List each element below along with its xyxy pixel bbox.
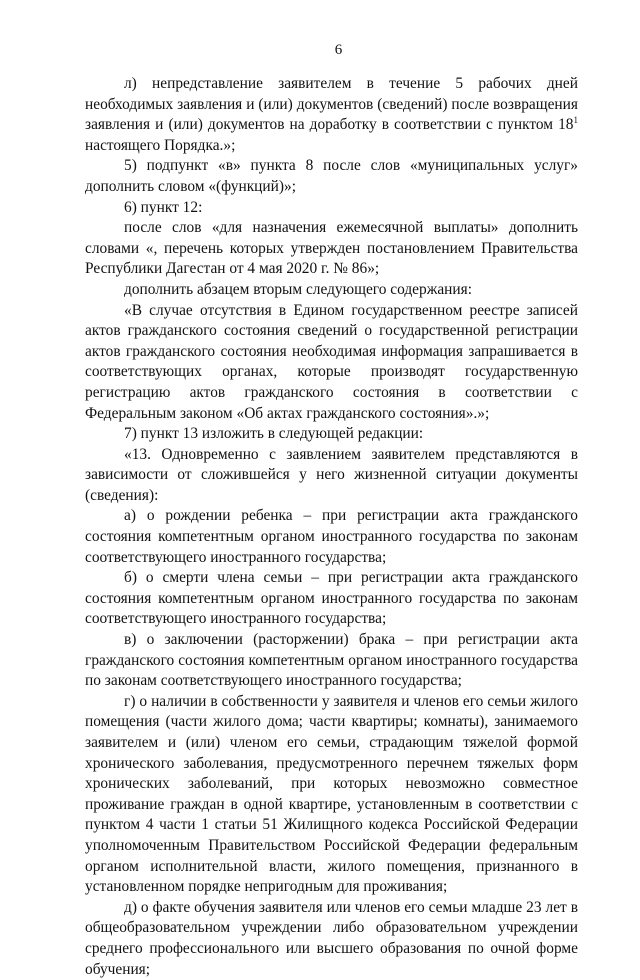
paragraph-item-7: 7) пункт 13 изложить в следующей редакции: xyxy=(124,425,424,443)
superscript: 1 xyxy=(573,115,578,126)
paragraph-subitem-v: в) о заключении (расторжении) брака – при регистрации акта гражданского состояния компетентным органом иностранного государства по законам соответствующего иностранного государства; xyxy=(85,631,578,690)
paragraph-item-13: «13. Одновременно с заявлением заявителем представляются в зависимости от сложившейся у него жизненной ситуации документы (сведения): xyxy=(85,445,578,504)
paragraph-l-item xyxy=(85,74,578,156)
document-body xyxy=(85,74,578,980)
paragraph-quote-registry: «В случае отсутствия в Едином государственном реестре записей актов гражданского состояния сведений о государственной регистрации актов гражданского состояния необходимая информация запрашивается в соответствующих органах, которые производят государственную регистрацию актов гражданского состояния в соответствии с Федеральным законом «Об актах гражданского состояния».»; xyxy=(85,301,578,422)
paragraph-text: л) непредставление заявителем в течение 5 рабочих дней необходимых заявления и (или) документов (сведений) после возвращения заявления и (или) документов на доработку в соответствии с пунктом 18 xyxy=(85,75,578,134)
paragraph-item-5: 5) подпункт «в» пункта 8 после слов «муниципальных услуг» дополнить словом «(функций)»; xyxy=(85,157,578,195)
paragraph-subitem-a: а) о рождении ребенка – при регистрации акта гражданского состояния компетентным органом иностранного государства по законам соответствующего иностранного государства; xyxy=(85,507,578,566)
paragraph-after-words: после слов «для назначения ежемесячной выплаты» дополнить словами «, перечень которых утвержден постановлением Правительства Республики Дагестан от 4 мая 2020 г. № 86»; xyxy=(85,219,578,278)
paragraph-add-second: дополнить абзацем вторым следующего содержания: xyxy=(124,280,473,298)
paragraph-item-6: 6) пункт 12: xyxy=(124,198,203,216)
page-number: 6 xyxy=(334,42,343,58)
paragraph-tail: настоящего Порядка.»; xyxy=(85,136,236,154)
paragraph-subitem-b: б) о смерти члена семьи – при регистрации акта гражданского состояния компетентным органом иностранного государства по законам соответствующего иностранного государства; xyxy=(85,569,578,628)
paragraph-subitem-d: д) о факте обучения заявителя или членов его семьи младше 23 лет в общеобразовательном учреждении либо образовательном учреждении среднего профессионального или высшего образования по очной форме обучения; xyxy=(85,898,578,978)
paragraph-subitem-g: г) о наличии в собственности у заявителя и членов его семьи жилого помещения (части жилого дома; части квартиры; комнаты), занимаемого заявителем и (или) членом его семьи, страдающим тяжелой формой хронического заболевания, предусмотренного перечнем тяжелых форм хронических заболеваний, при которых невозможно совместное проживание граждан в одной квартире, установленным в соответствии с пунктом 4 части 1 статьи 51 Жилищного кодекса Российской Федерации уполномоченным Правительством Российской Федерации федеральным органом исполнительной власти, жилого помещения, признанного в установленном порядке непригодным для проживания; xyxy=(85,692,578,896)
